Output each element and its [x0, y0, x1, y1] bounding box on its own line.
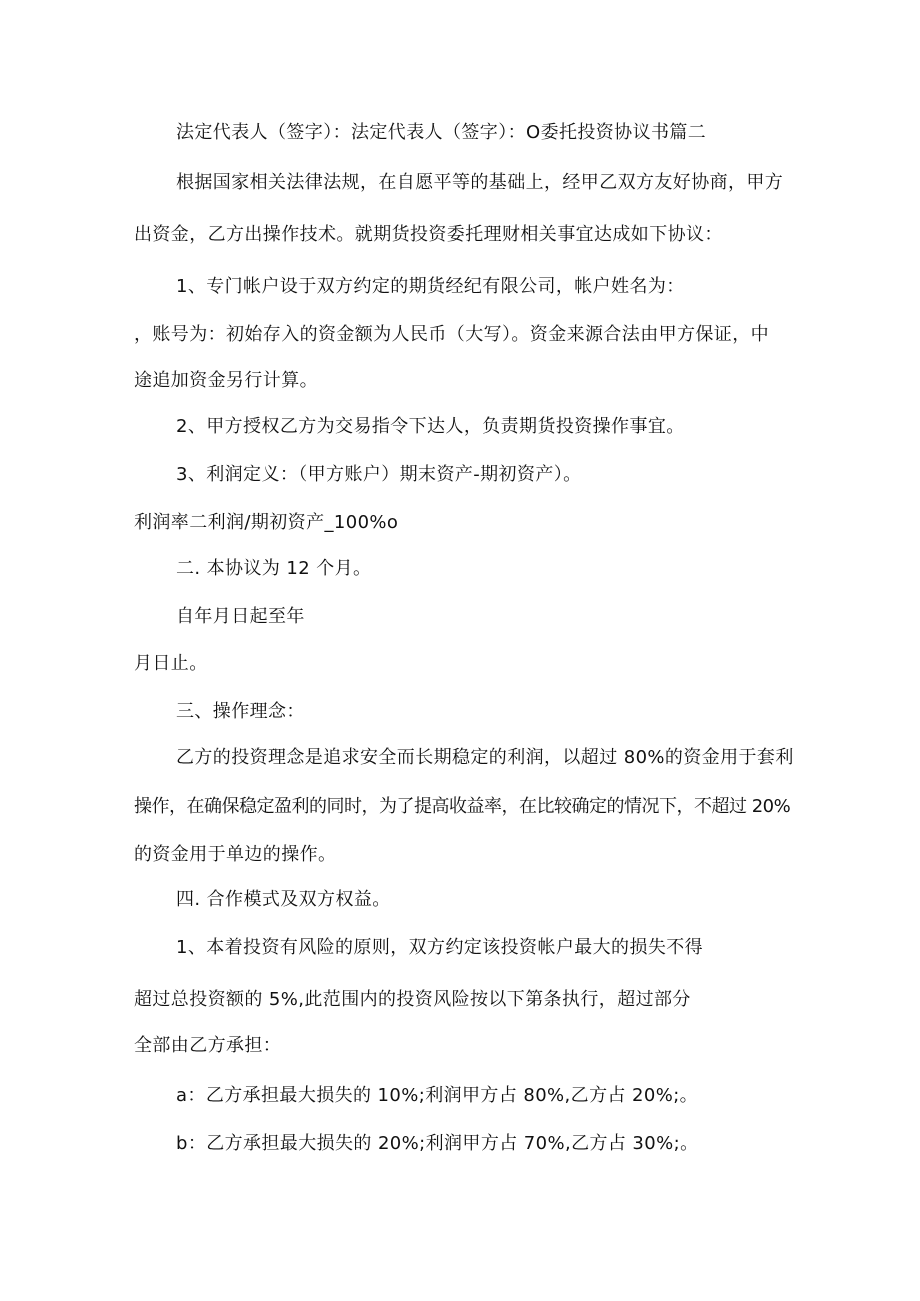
paragraph-line: 自年月日起至年 — [176, 606, 305, 627]
paragraph-line: 超过总投资额的 5%,此范围内的投资风险按以下第条执行，超过部分 — [134, 989, 691, 1010]
clause-1-line: 1、专门帐户设于双方约定的期货经纪有限公司，帐户姓名为： — [176, 276, 685, 297]
paragraph-line: 全部由乙方承担： — [134, 1035, 282, 1056]
paragraph-line: 出资金，乙方出操作技术。就期货投资委托理财相关事宜达成如下协议： — [134, 224, 723, 245]
formula-line: 利润率二利润/期初资产_100%o — [134, 512, 399, 533]
paragraph-line: 操作，在确保稳定盈利的同时，为了提高收益率，在比较确定的情况下，不超过 20% — [134, 796, 791, 817]
paragraph-line: ，账号为：初始存入的资金额为人民币（大写）。资金来源合法由甲方保证，中 — [134, 324, 769, 345]
option-a-line: a：乙方承担最大损失的 10%;利润甲方占 80%,乙方占 20%;。 — [176, 1085, 699, 1106]
clause-4-1-line: 1、本着投资有风险的原则，双方约定该投资帐户最大的损失不得 — [176, 937, 704, 958]
option-b-line: b：乙方承担最大损失的 20%;利润甲方占 70%,乙方占 30%;。 — [176, 1133, 699, 1154]
signature-line: 法定代表人（签字）：法定代表人（签字）：O委托投资协议书篇二 — [176, 122, 707, 143]
paragraph-line: 乙方的投资理念是追求安全而长期稳定的利润，以超过 80%的资金用于套利 — [176, 747, 794, 768]
paragraph-line: 月日止。 — [134, 653, 208, 674]
clause-2-line: 2、甲方授权乙方为交易指令下达人，负责期货投资操作事宜。 — [176, 416, 685, 437]
section-4-heading: 四. 合作模式及双方权益。 — [176, 889, 391, 910]
paragraph-line: 根据国家相关法律法规，在自愿平等的基础上，经甲乙双方友好协商，甲方 — [176, 172, 784, 193]
section-3-heading: 三、操作理念： — [176, 701, 305, 722]
section-2-heading: 二. 本协议为 12 个月。 — [176, 558, 372, 579]
paragraph-line: 途追加资金另行计算。 — [134, 370, 318, 391]
clause-3-line: 3、利润定义：（甲方账户）期末资产-期初资产）。 — [176, 464, 582, 485]
paragraph-line: 的资金用于单边的操作。 — [134, 844, 337, 865]
